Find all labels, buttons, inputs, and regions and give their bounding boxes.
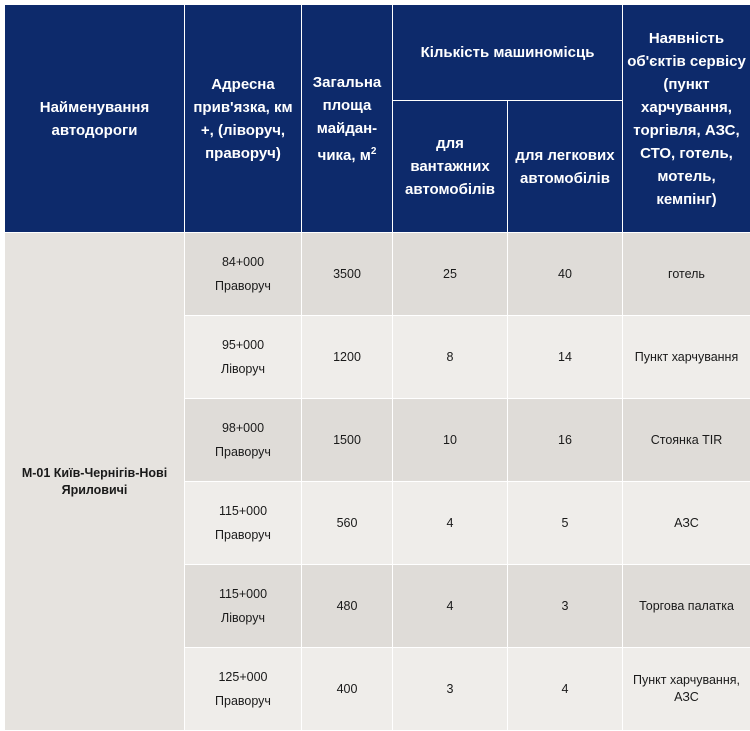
trucks-cell: 25 [393, 233, 508, 316]
km-value: 115+000 [189, 499, 297, 523]
cars-cell: 14 [508, 316, 623, 399]
parking-table [4, 4, 750, 731]
service-cell: Торгова палатка [623, 565, 750, 648]
address-cell [185, 482, 302, 565]
road-name-cell: М-01 Київ-Чернігів-Нові Яриловичі [5, 233, 185, 731]
trucks-cell: 10 [393, 399, 508, 482]
header-area [302, 5, 393, 233]
header-area-sup: 2 [371, 146, 377, 157]
header-trucks: для вантажних автомобілів [393, 101, 508, 233]
header-road-name: Найменування автодороги [5, 5, 185, 233]
area-cell: 3500 [302, 233, 393, 316]
side-value: Праворуч [189, 689, 297, 713]
km-value: 115+000 [189, 582, 297, 606]
area-cell: 1500 [302, 399, 393, 482]
address-cell [185, 565, 302, 648]
service-cell: готель [623, 233, 750, 316]
header-services: Наявність об'єктів сервісу (пункт харчування, торгівля, АЗС, СТО, готель, мотель, кемпінг) [623, 5, 750, 233]
address-cell [185, 399, 302, 482]
table-row [5, 233, 750, 316]
area-cell: 1200 [302, 316, 393, 399]
side-value: Ліворуч [189, 357, 297, 381]
km-value: 98+000 [189, 416, 297, 440]
cars-cell: 3 [508, 565, 623, 648]
cars-cell: 5 [508, 482, 623, 565]
service-cell: Пункт харчування [623, 316, 750, 399]
trucks-cell: 3 [393, 648, 508, 731]
service-cell: АЗС [623, 482, 750, 565]
trucks-cell: 8 [393, 316, 508, 399]
address-cell [185, 233, 302, 316]
km-value: 95+000 [189, 333, 297, 357]
area-cell: 400 [302, 648, 393, 731]
km-value: 84+000 [189, 250, 297, 274]
trucks-cell: 4 [393, 565, 508, 648]
side-value: Праворуч [189, 440, 297, 464]
service-cell: Пункт харчування, АЗС [623, 648, 750, 731]
cars-cell: 40 [508, 233, 623, 316]
side-value: Ліворуч [189, 606, 297, 630]
cars-cell: 4 [508, 648, 623, 731]
trucks-cell: 4 [393, 482, 508, 565]
service-cell: Стоянка TIR [623, 399, 750, 482]
side-value: Праворуч [189, 523, 297, 547]
header-cars: для легкових автомобілів [508, 101, 623, 233]
address-cell [185, 316, 302, 399]
header-area-text: Загальна площа майдан-чика, м [313, 74, 381, 164]
area-cell: 560 [302, 482, 393, 565]
side-value: Праворуч [189, 274, 297, 298]
area-cell: 480 [302, 565, 393, 648]
header-parking-spaces: Кількість машиномісць [393, 5, 623, 101]
address-cell [185, 648, 302, 731]
cars-cell: 16 [508, 399, 623, 482]
km-value: 125+000 [189, 665, 297, 689]
header-address: Адресна прив'язка, км +, (ліворуч, праворуч) [185, 5, 302, 233]
